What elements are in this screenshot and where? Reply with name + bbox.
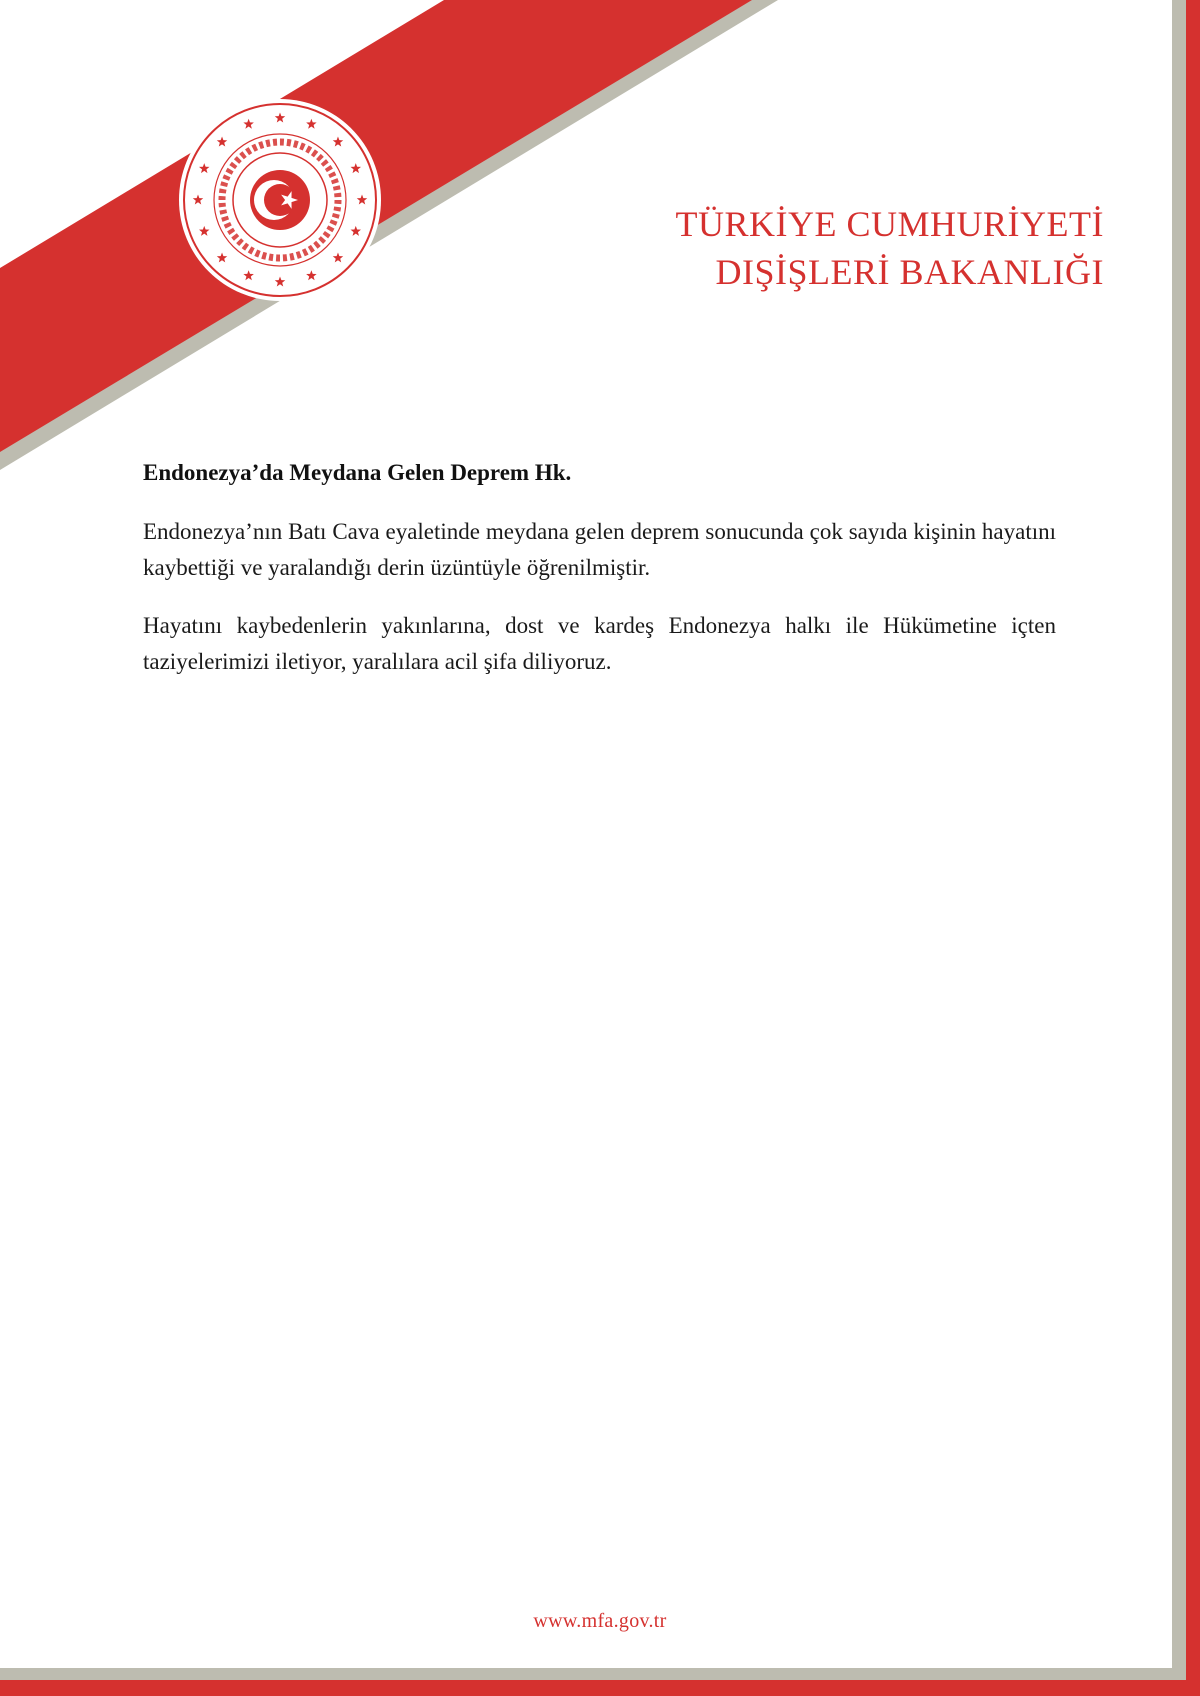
bottom-border-red: [0, 1680, 1200, 1696]
bottom-border-grey: [0, 1668, 1186, 1680]
ministry-name-line-1: TÜRKİYE CUMHURİYETİ: [675, 204, 1104, 244]
document-body: [143, 458, 1056, 702]
right-border-red: [1186, 0, 1200, 1696]
right-border-grey: [1172, 0, 1186, 1696]
ministry-name: [676, 200, 1104, 296]
document-title: Endonezya’da Meydana Gelen Deprem Hk.: [143, 460, 572, 485]
ministry-seal: [178, 98, 382, 302]
footer-website-link[interactable]: www.mfa.gov.tr: [533, 1610, 667, 1632]
paragraph-1: Endonezya’nın Batı Cava eyaletinde meydana gelen deprem sonucunda çok sayıda kişinin hayatını kaybettiği ve yaralandığı derin üzüntüyle öğrenilmiştir.: [143, 519, 1056, 580]
crescent-star-seal-icon: [178, 98, 382, 302]
paragraph-2: Hayatını kaybedenlerin yakınlarına, dost ve kardeş Endonezya halkı ile Hükümetine içten taziyelerimizi iletiyor, yaralılara acil şifa diliyoruz.: [143, 613, 1056, 674]
ministry-name-line-2: DIŞİŞLERİ BAKANLIĞI: [715, 252, 1104, 292]
